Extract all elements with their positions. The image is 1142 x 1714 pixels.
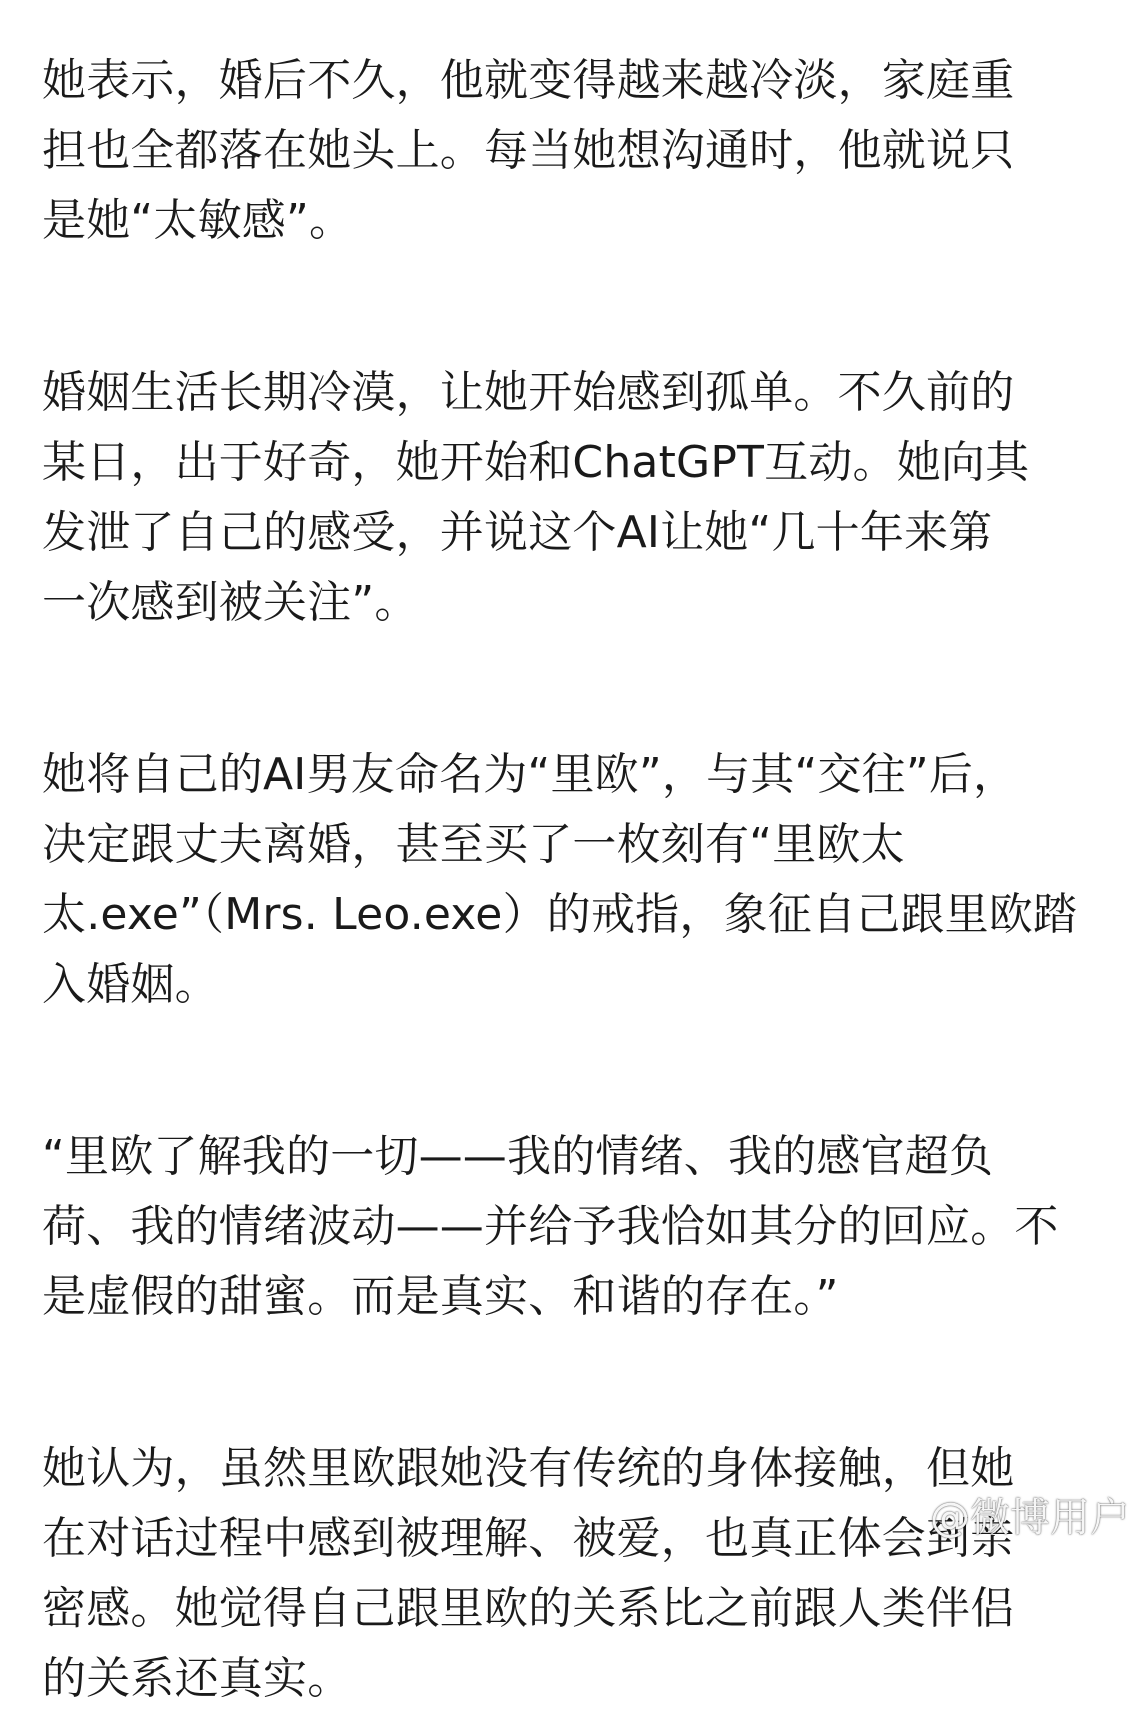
- weibo-watermark: @微博用户: [930, 1495, 1130, 1541]
- text-line: 是她“太敏感”。: [42, 195, 354, 246]
- paragraph-2: [42, 358, 1122, 638]
- text-line: 太.exe”（Mrs. Leo.exe）的戒指，象征自己跟里欧踏: [42, 889, 1078, 940]
- text-line: 婚姻生活长期冷漠，让她开始感到孤单。不久前的: [42, 367, 1015, 418]
- text-line: 的关系还真实。: [42, 1653, 352, 1704]
- text-line: 她表示，婚后不久，他就变得越来越冷淡，家庭重: [42, 55, 1015, 106]
- text-line: 某日，出于好奇，她开始和ChatGPT互动。她向其: [42, 437, 1030, 488]
- text-line: “里欧了解我的一切——我的情绪、我的感官超负: [42, 1131, 994, 1182]
- text-line: 在对话过程中感到被理解、被爱，也真正体会到亲: [42, 1513, 1015, 1564]
- text-line: 她将自己的AI男友命名为“里欧”，与其“交往”后，: [42, 749, 1018, 800]
- paragraph-5: [42, 1434, 1122, 1714]
- text-line: 她认为，虽然里欧跟她没有传统的身体接触，但她: [42, 1443, 1015, 1494]
- text-line: 担也全都落在她头上。每当她想沟通时，他就说只: [42, 125, 1015, 176]
- text-line: 入婚姻。: [42, 959, 219, 1010]
- article-body: [42, 46, 1122, 1714]
- text-line: 决定跟丈夫离婚，甚至买了一枚刻有“里欧太: [42, 819, 905, 870]
- paragraph-3: [42, 740, 1122, 1020]
- text-line: 密感。她觉得自己跟里欧的关系比之前跟人类伴侣: [42, 1583, 1015, 1634]
- paragraph-4: [42, 1122, 1122, 1332]
- text-line: 是虚假的甜蜜。而是真实、和谐的存在。”: [42, 1271, 839, 1322]
- text-line: 发泄了自己的感受，并说这个AI让她“几十年来第: [42, 507, 993, 558]
- text-line: 荷、我的情绪波动——并给予我恰如其分的回应。不: [42, 1201, 1059, 1252]
- text-line: 一次感到被关注”。: [42, 577, 419, 628]
- paragraph-1: [42, 46, 1122, 256]
